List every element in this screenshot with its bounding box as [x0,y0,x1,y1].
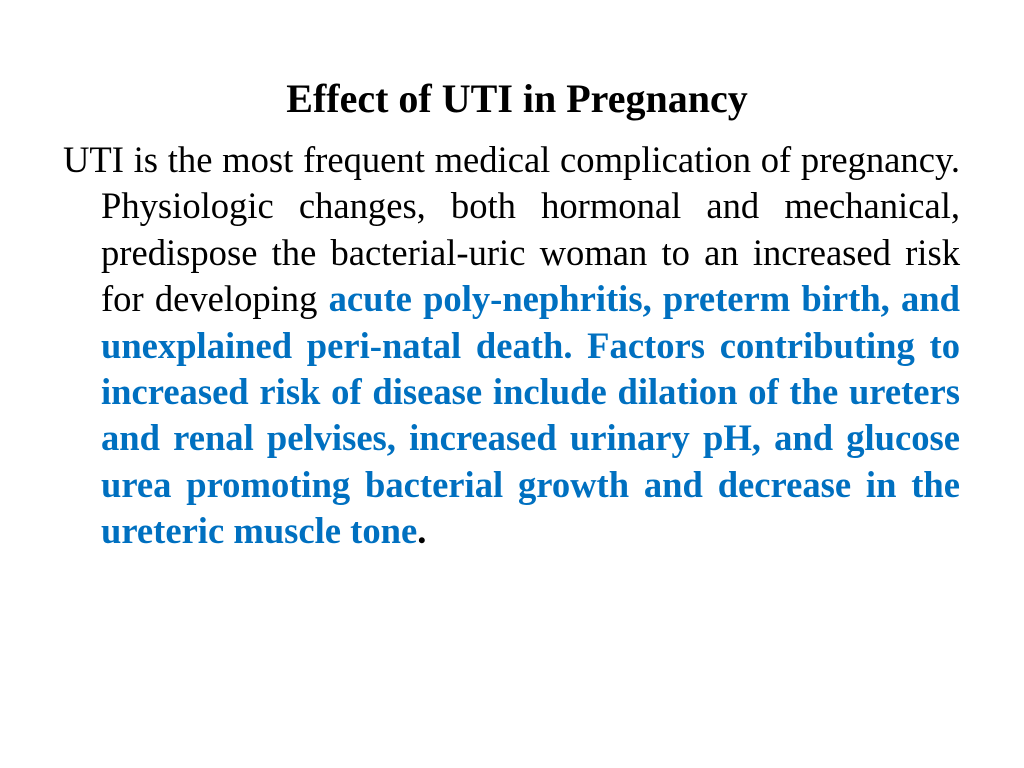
body-highlighted-text: acute poly-nephritis, preterm birth, and unexplained peri-natal death. Factors contributing to increased risk of disease include dilation of the ureters and renal pelvises, increased urinary pH, and glucose urea promoting bacterial growth and decrease in the ureteric muscle tone [101,278,960,552]
slide-body-paragraph [63,137,960,555]
body-plain-text: UTI is the most frequent medical complication of pregnancy. Physiologic changes, both hormonal and mechanical, predispose the bacterial-uric woman to an increased risk for developing [63,139,960,320]
slide-title: Effect of UTI in Pregnancy [286,76,748,121]
body-end-punctuation: . [417,510,427,552]
